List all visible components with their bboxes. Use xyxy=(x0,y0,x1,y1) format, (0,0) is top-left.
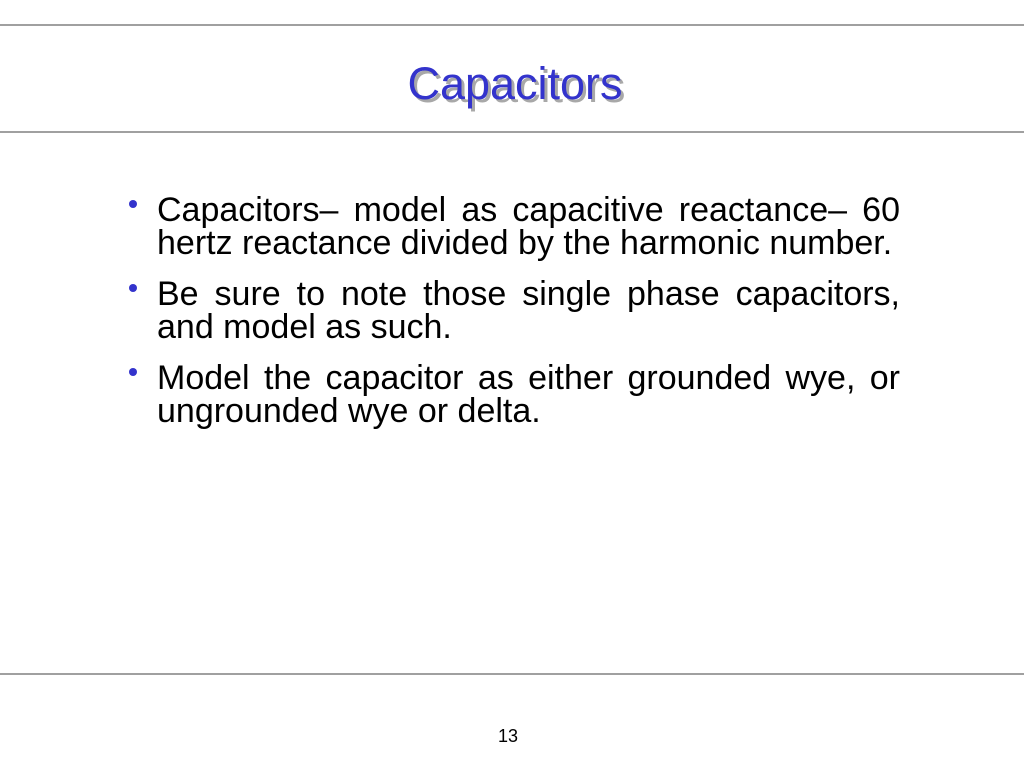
top-rule xyxy=(0,24,1024,26)
bullet-item xyxy=(157,191,900,262)
page-number: 13 xyxy=(497,726,519,746)
bullet-line: Capacitors– model as capacitive reactance– 60 xyxy=(157,191,900,229)
footer-rule xyxy=(0,673,1024,675)
bullet-list xyxy=(157,191,900,446)
bullet-item xyxy=(157,275,900,346)
bullet-line: Model the capacitor as either grounded wye, or xyxy=(157,359,900,397)
bullet-dot-icon xyxy=(129,200,137,208)
bullet-line: ungrounded wye or delta. xyxy=(157,392,541,430)
title-rule xyxy=(0,131,1024,133)
bullet-dot-icon xyxy=(129,284,137,292)
bullet-dot-icon xyxy=(129,368,137,376)
slide-title: Capacitors xyxy=(407,58,623,109)
bullet-item xyxy=(157,359,900,430)
bullet-line: and model as such. xyxy=(157,308,452,346)
bullet-line: Be sure to note those single phase capacitors, xyxy=(157,275,900,313)
bullet-line: hertz reactance divided by the harmonic number. xyxy=(157,224,893,262)
